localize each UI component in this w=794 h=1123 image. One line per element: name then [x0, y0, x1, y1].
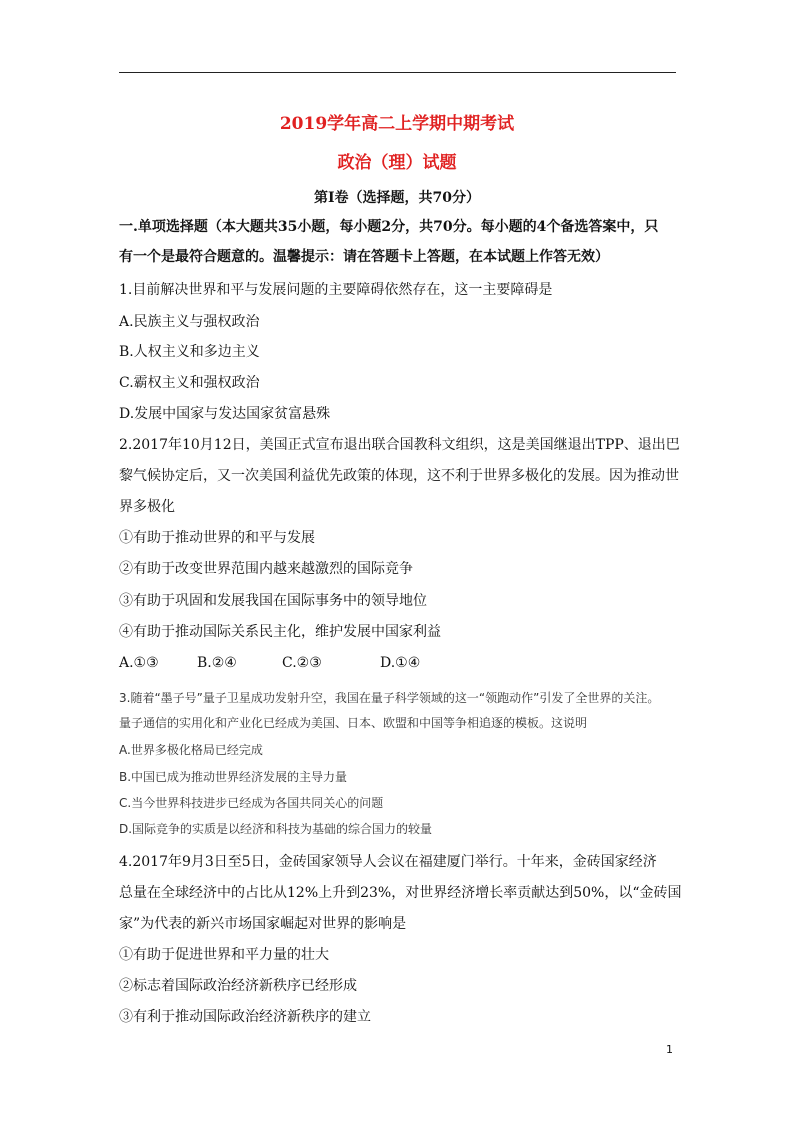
question-4-stem-line-1: 4.2017年9月3日至5日，金砖国家领导人会议在福建厦门举行。十年来，金砖国家经济: [119, 854, 657, 870]
question-4-stem-line-3: 家”为代表的新兴市场国家崛起对世界的影响是: [119, 916, 407, 932]
exam-title: 2019学年高二上学期中期考试: [279, 114, 515, 134]
question-2-stem-line-2: 黎气候协定后，又一次美国利益优先政策的体现，这不利于世界多极化的发展。因为推动世: [119, 468, 679, 484]
question-3-stem-line-1: 3.随着“墨子号”量子卫星成功发射升空，我国在量子科学领域的这一“领跑动作”引发了全世界的关注。: [119, 691, 660, 705]
question-2-item-2: ②有助于改变世界范围内越来越激烈的国际竞争: [119, 561, 413, 577]
instructions-line-2: 有一个是最符合题意的。温馨提示：请在答题卡上答题，在本试题上作答无效）: [119, 249, 609, 265]
question-1-stem: 1.目前解决世界和平与发展问题的主要障碍依然存在，这一主要障碍是: [119, 282, 553, 298]
question-2-options: [119, 653, 420, 673]
question-2-option-d: D.①④: [380, 655, 421, 671]
question-2-option-a: A.①③: [119, 655, 159, 671]
question-2-option-c: C.②③: [282, 655, 322, 671]
question-3-option-b: B.中国已成为推动世界经济发展的主导力量: [119, 770, 348, 784]
question-1-option-a: A.民族主义与强权政治: [119, 314, 260, 330]
question-3-option-c: C.当今世界科技进步已经成为各国共同关心的问题: [119, 796, 384, 810]
question-3-option-d: D.国际竞争的实质是以经济和科技为基础的综合国力的较量: [119, 822, 433, 836]
question-2-option-b: B.②④: [197, 655, 237, 671]
question-1-option-d: D.发展中国家与发达国家贫富悬殊: [119, 406, 331, 422]
instructions-line-1: 一.单项选择题（本大题共35小题，每小题2分，共70分。每小题的4个备选答案中，只: [119, 219, 659, 235]
exam-subtitle: 政治（理）试题: [337, 153, 457, 173]
page-number: 1: [666, 1043, 673, 1056]
question-1-option-c: C.霸权主义和强权政治: [119, 375, 260, 391]
question-3-option-a: A.世界多极化格局已经完成: [119, 743, 263, 757]
question-1-option-b: B.人权主义和多边主义: [119, 344, 260, 360]
header-rule: [119, 72, 676, 73]
question-4-stem-line-2: 总量在全球经济中的占比从12%上升到23%，对世界经济增长率贡献达到50%，以“金砖国: [119, 885, 682, 901]
question-2-item-3: ③有助于巩固和发展我国在国际事务中的领导地位: [119, 593, 427, 609]
question-2-item-4: ④有助于推动国际关系民主化，维护发展中国家利益: [119, 624, 441, 640]
part-title: 第Ⅰ卷（选择题，共70分）: [313, 190, 481, 206]
question-4-item-2: ②标志着国际政治经济新秩序已经形成: [119, 978, 357, 994]
question-3-stem-line-2: 量子通信的实用化和产业化已经成为美国、日本、欧盟和中国等争相追逐的模板。这说明: [119, 716, 588, 730]
question-2-stem-line-3: 界多极化: [119, 499, 175, 515]
question-4-item-3: ③有利于推动国际政治经济新秩序的建立: [119, 1009, 371, 1025]
question-2-stem-line-1: 2.2017年10月12日，美国正式宣布退出联合国教科文组织，这是美国继退出TPP、退出巴: [119, 437, 680, 453]
question-2-item-1: ①有助于推动世界的和平与发展: [119, 530, 315, 546]
question-4-item-1: ①有助于促进世界和平力量的壮大: [119, 947, 329, 963]
